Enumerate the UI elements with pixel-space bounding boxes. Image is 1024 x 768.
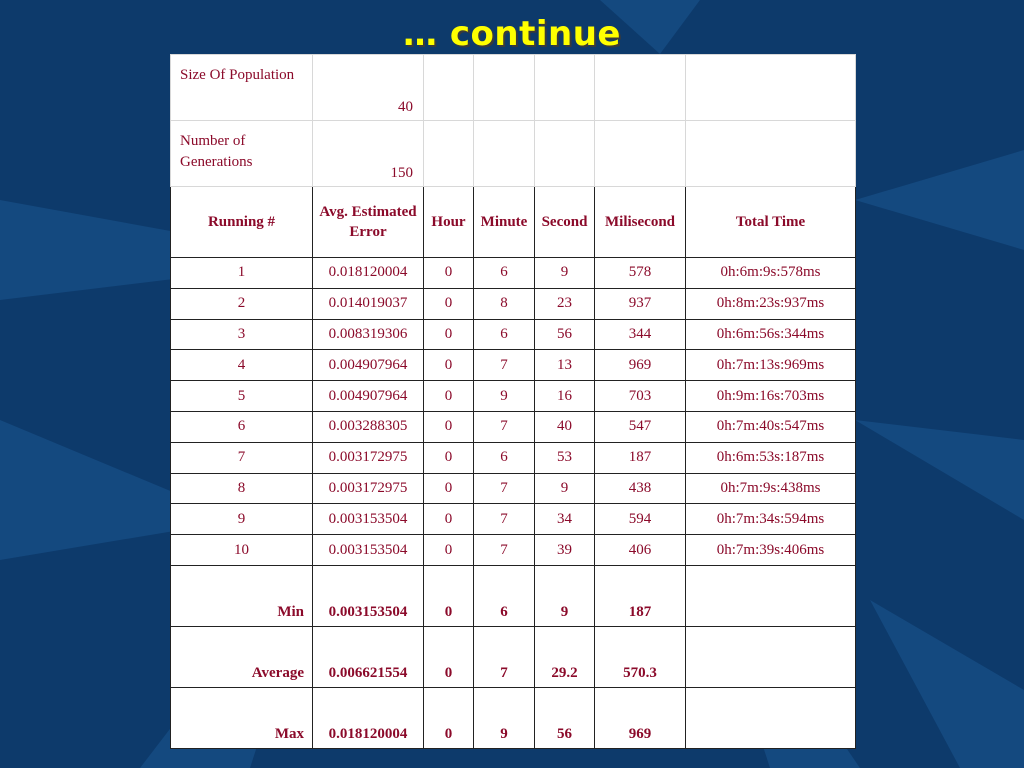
table-row [171, 319, 856, 350]
cell-total: 0h:7m:34s:594ms [686, 504, 856, 535]
cell-second: 40 [535, 411, 595, 442]
cell-error: 0.004907964 [313, 350, 424, 381]
table-row [171, 381, 856, 412]
cell-run: 2 [171, 288, 313, 319]
cell-hour: 0 [424, 258, 474, 289]
stat-label: Max [171, 687, 313, 748]
meta-row-population [171, 55, 856, 121]
stat-hour: 0 [424, 687, 474, 748]
stat-ms: 187 [595, 565, 686, 626]
cell-minute: 7 [474, 473, 535, 504]
cell-run: 9 [171, 504, 313, 535]
stat-error: 0.018120004 [313, 687, 424, 748]
cell-second: 23 [535, 288, 595, 319]
cell-total: 0h:7m:9s:438ms [686, 473, 856, 504]
stat-label: Average [171, 626, 313, 687]
cell-error: 0.018120004 [313, 258, 424, 289]
cell-run: 4 [171, 350, 313, 381]
cell-ms: 703 [595, 381, 686, 412]
stat-row [171, 626, 856, 687]
cell-run: 1 [171, 258, 313, 289]
stat-second: 9 [535, 565, 595, 626]
table-row [171, 442, 856, 473]
cell-minute: 6 [474, 319, 535, 350]
cell-run: 6 [171, 411, 313, 442]
cell-total: 0h:7m:13s:969ms [686, 350, 856, 381]
population-label: Size Of Population [171, 55, 313, 121]
cell-error: 0.014019037 [313, 288, 424, 319]
header-error: Avg. Estimated Error [313, 187, 424, 258]
cell-total: 0h:7m:40s:547ms [686, 411, 856, 442]
cell-second: 13 [535, 350, 595, 381]
stat-error: 0.006621554 [313, 626, 424, 687]
cell-run: 8 [171, 473, 313, 504]
stat-label: Min [171, 565, 313, 626]
table-row [171, 258, 856, 289]
cell-error: 0.003172975 [313, 442, 424, 473]
stat-row [171, 565, 856, 626]
cell-ms: 578 [595, 258, 686, 289]
cell-minute: 6 [474, 442, 535, 473]
cell-second: 16 [535, 381, 595, 412]
meta-row-generations [171, 121, 856, 187]
table-row [171, 288, 856, 319]
cell-hour: 0 [424, 288, 474, 319]
cell-second: 9 [535, 258, 595, 289]
cell-second: 53 [535, 442, 595, 473]
table-row [171, 473, 856, 504]
cell-ms: 406 [595, 535, 686, 566]
cell-minute: 7 [474, 535, 535, 566]
cell-second: 39 [535, 535, 595, 566]
stat-row [171, 687, 856, 748]
cell-ms: 594 [595, 504, 686, 535]
cell-hour: 0 [424, 381, 474, 412]
cell-run: 5 [171, 381, 313, 412]
header-ms: Milisecond [595, 187, 686, 258]
stat-hour: 0 [424, 565, 474, 626]
cell-ms: 344 [595, 319, 686, 350]
header-running: Running # [171, 187, 313, 258]
generations-value: 150 [313, 121, 424, 187]
stat-empty [686, 687, 856, 748]
cell-error: 0.003172975 [313, 473, 424, 504]
cell-hour: 0 [424, 350, 474, 381]
slide-title: … continue [403, 14, 621, 54]
stat-second: 29.2 [535, 626, 595, 687]
cell-minute: 9 [474, 381, 535, 412]
cell-total: 0h:6m:53s:187ms [686, 442, 856, 473]
generations-label: Number of Generations [171, 121, 313, 187]
table-row [171, 504, 856, 535]
cell-total: 0h:6m:9s:578ms [686, 258, 856, 289]
table-row [171, 350, 856, 381]
cell-error: 0.003288305 [313, 411, 424, 442]
cell-hour: 0 [424, 473, 474, 504]
cell-error: 0.004907964 [313, 381, 424, 412]
cell-run: 3 [171, 319, 313, 350]
cell-run: 7 [171, 442, 313, 473]
cell-ms: 187 [595, 442, 686, 473]
cell-second: 34 [535, 504, 595, 535]
cell-ms: 547 [595, 411, 686, 442]
cell-second: 9 [535, 473, 595, 504]
population-value: 40 [313, 55, 424, 121]
cell-minute: 6 [474, 258, 535, 289]
stat-minute: 9 [474, 687, 535, 748]
stat-ms: 570.3 [595, 626, 686, 687]
cell-minute: 7 [474, 350, 535, 381]
cell-hour: 0 [424, 411, 474, 442]
header-total: Total Time [686, 187, 856, 258]
cell-hour: 0 [424, 442, 474, 473]
cell-minute: 7 [474, 411, 535, 442]
cell-ms: 969 [595, 350, 686, 381]
table-row [171, 411, 856, 442]
stat-empty [686, 626, 856, 687]
cell-total: 0h:7m:39s:406ms [686, 535, 856, 566]
header-row [171, 187, 856, 258]
cell-ms: 937 [595, 288, 686, 319]
cell-hour: 0 [424, 504, 474, 535]
cell-hour: 0 [424, 535, 474, 566]
table-row [171, 535, 856, 566]
cell-error: 0.003153504 [313, 535, 424, 566]
cell-total: 0h:9m:16s:703ms [686, 381, 856, 412]
cell-run: 10 [171, 535, 313, 566]
cell-hour: 0 [424, 319, 474, 350]
stat-ms: 969 [595, 687, 686, 748]
results-table [170, 54, 856, 749]
cell-total: 0h:8m:23s:937ms [686, 288, 856, 319]
cell-ms: 438 [595, 473, 686, 504]
cell-minute: 8 [474, 288, 535, 319]
stat-error: 0.003153504 [313, 565, 424, 626]
stat-empty [686, 565, 856, 626]
stat-second: 56 [535, 687, 595, 748]
cell-second: 56 [535, 319, 595, 350]
header-second: Second [535, 187, 595, 258]
cell-total: 0h:6m:56s:344ms [686, 319, 856, 350]
stat-minute: 6 [474, 565, 535, 626]
cell-error: 0.008319306 [313, 319, 424, 350]
header-minute: Minute [474, 187, 535, 258]
cell-minute: 7 [474, 504, 535, 535]
cell-error: 0.003153504 [313, 504, 424, 535]
header-hour: Hour [424, 187, 474, 258]
stat-hour: 0 [424, 626, 474, 687]
stat-minute: 7 [474, 626, 535, 687]
